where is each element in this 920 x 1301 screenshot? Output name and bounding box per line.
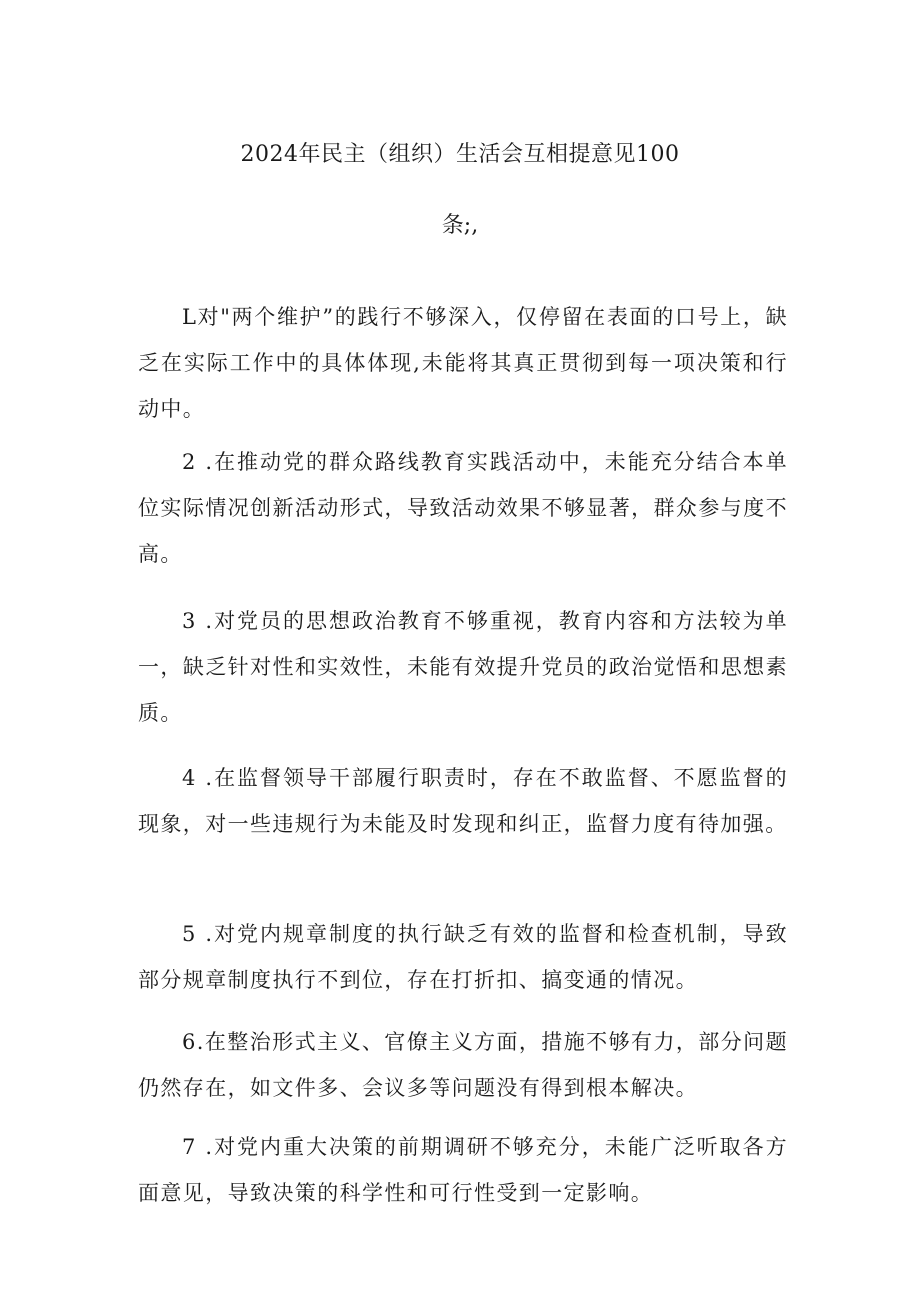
paragraph-item-1: L对"两个维护”的践行不够深入，仅停留在表面的口号上，缺乏在实际工作中的具体体现,未能将其真正贯彻到每一项决策和行动中。 — [138, 305, 788, 421]
document-title: 2024年民主（组织）生活会互相提意见100 — [240, 142, 680, 167]
paragraph-item-4: 4 .在监督领导干部履行职责时，存在不敢监督、不愿监督的现象，对一些违规行为未能及时发现和纠正，监督力度有待加强。 — [138, 766, 788, 836]
paragraph-item-5: 5 .对党内规章制度的执行缺乏有效的监督和检查机制，导致部分规章制度执行不到位，存在打折扣、搞变通的情况。 — [138, 922, 788, 992]
paragraph-item-3: 3 .对党员的思想政治教育不够重视，教育内容和方法较为单一，缺乏针对性和实效性，未能有效提升党员的政治觉悟和思想素质。 — [138, 609, 788, 725]
paragraph-item-6: 6.在整治形式主义、官僚主义方面，措施不够有力，部分问题仍然存在，如文件多、会议多等问题没有得到根本解决。 — [138, 1030, 788, 1100]
document-title-continuation: 条;, — [441, 213, 479, 238]
paragraph-item-7: 7 .对党内重大决策的前期调研不够充分，未能广泛听取各方面意见，导致决策的科学性和可行性受到一定影响。 — [138, 1135, 788, 1205]
paragraph-item-2: 2 .在推动党的群众路线教育实践活动中，未能充分结合本单位实际情况创新活动形式，导致活动效果不够显著，群众参与度不高。 — [138, 450, 788, 566]
